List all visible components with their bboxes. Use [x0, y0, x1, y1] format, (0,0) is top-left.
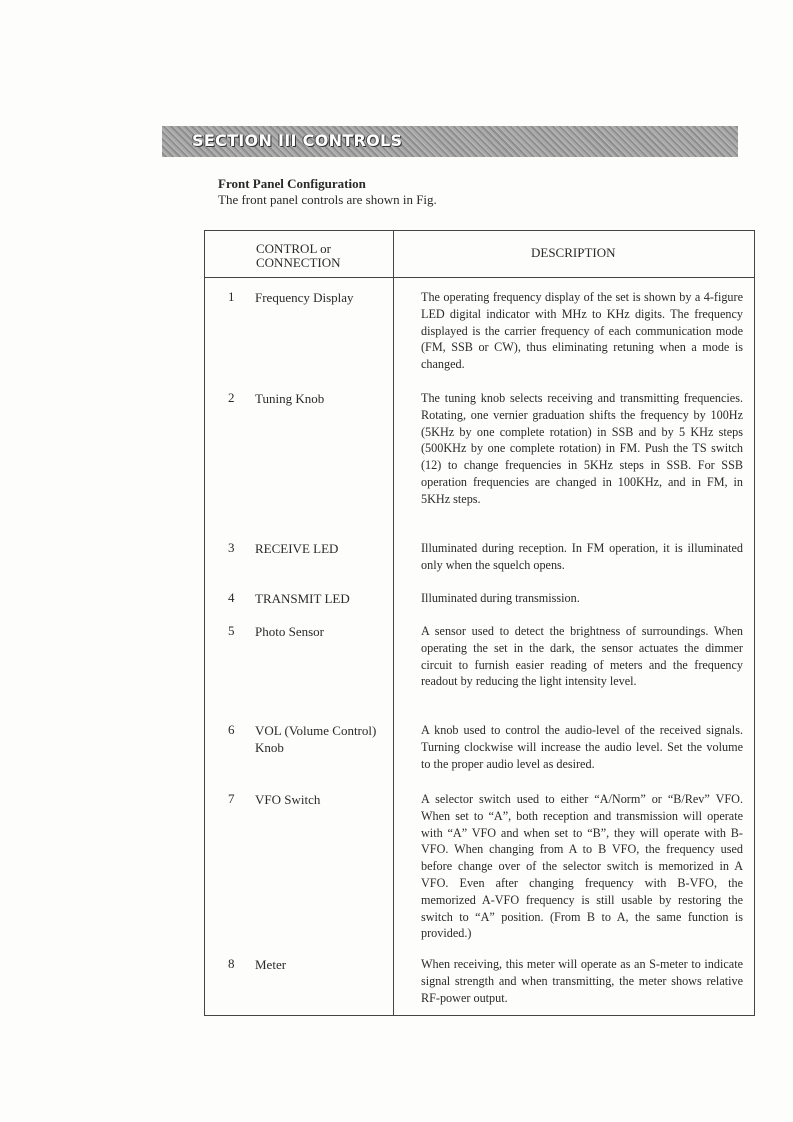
- row-description: The tuning knob selects receiving and transmitting frequencies. Rotating, one vernier graduation shifts the frequency by 100Hz (5KHz by one complete rotation) in SSB and by 5 KHz steps (500KHz by one complete rotation) in FM. Push the TS switch (12) to change frequencies in 5KHz steps in SSB. For SSB operation frequencies are changed in 100KHz, and in FM, in 5KHz steps.: [421, 391, 743, 506]
- header-divider: [205, 277, 754, 278]
- header-control-line1: CONTROL or: [256, 241, 331, 256]
- row-number: 5: [228, 623, 235, 638]
- controls-table: [204, 230, 755, 1016]
- header-control: [256, 242, 341, 270]
- header-description: DESCRIPTION: [531, 245, 616, 260]
- row-number: 2: [228, 390, 235, 405]
- row-control-name: Photo Sensor: [255, 624, 324, 639]
- row-control-name: VOL (Volume Control) Knob: [255, 723, 377, 755]
- row-description: A knob used to control the audio-level of the received signals. Turning clockwise will increase the audio level. Set the volume to the proper audio level as desired.: [421, 723, 743, 771]
- row-description: When receiving, this meter will operate as an S-meter to indicate signal strength and when transmitting, the meter shows relative RF-power output.: [421, 957, 743, 1005]
- header-control-line2: CONNECTION: [256, 255, 341, 270]
- row-control-name: VFO Switch: [255, 792, 321, 807]
- intro-heading: Front Panel Configuration: [218, 176, 366, 191]
- row-control-name: Meter: [255, 957, 287, 972]
- row-number: 7: [228, 791, 235, 806]
- row-description: A sensor used to detect the brightness of surroundings. When operating the set in the dark, the sensor actuates the dimmer circuit to furnish easier reading of meters and the frequency readout by reducing the light intensity level.: [421, 624, 743, 689]
- row-description: The operating frequency display of the set is shown by a 4-figure LED digital indicator with MHz to KHz digits. The frequency displayed is the carrier frequency of each communication mode (FM, SSB or CW), thus eliminating retuning when a mode is changed.: [421, 290, 743, 372]
- row-control-name: TRANSMIT LED: [255, 591, 350, 606]
- column-divider: [393, 231, 394, 1015]
- row-description: Illuminated during reception. In FM operation, it is illuminated only when the squelch opens.: [421, 541, 743, 572]
- row-control-name: RECEIVE LED: [255, 541, 339, 556]
- row-number: 8: [228, 956, 235, 971]
- row-number: 4: [228, 590, 235, 605]
- row-number: 6: [228, 722, 235, 737]
- row-number: 1: [228, 289, 235, 304]
- section-title: SECTION III CONTROLS: [192, 131, 403, 150]
- row-control-name: Frequency Display: [255, 290, 354, 305]
- row-number: 3: [228, 540, 235, 555]
- row-description: A selector switch used to either “A/Norm” or “B/Rev” VFO. When set to “A”, both reception and transmission will operate with “A” VFO and when set to “B”, they will operate with B-VFO. When changing from A to B VFO, the frequency used before change over of the selector switch is memorized in A VFO. Even after changing frequency with B-VFO, the memorized A-VFO frequency is still usable by restoring the switch to “A” position. (From B to A, the same function is provided.): [421, 792, 743, 941]
- row-description: Illuminated during transmission.: [421, 591, 580, 605]
- row-control-name: Tuning Knob: [255, 391, 325, 406]
- section-banner: [162, 126, 738, 157]
- intro-text: The front panel controls are shown in Fig.: [218, 192, 437, 207]
